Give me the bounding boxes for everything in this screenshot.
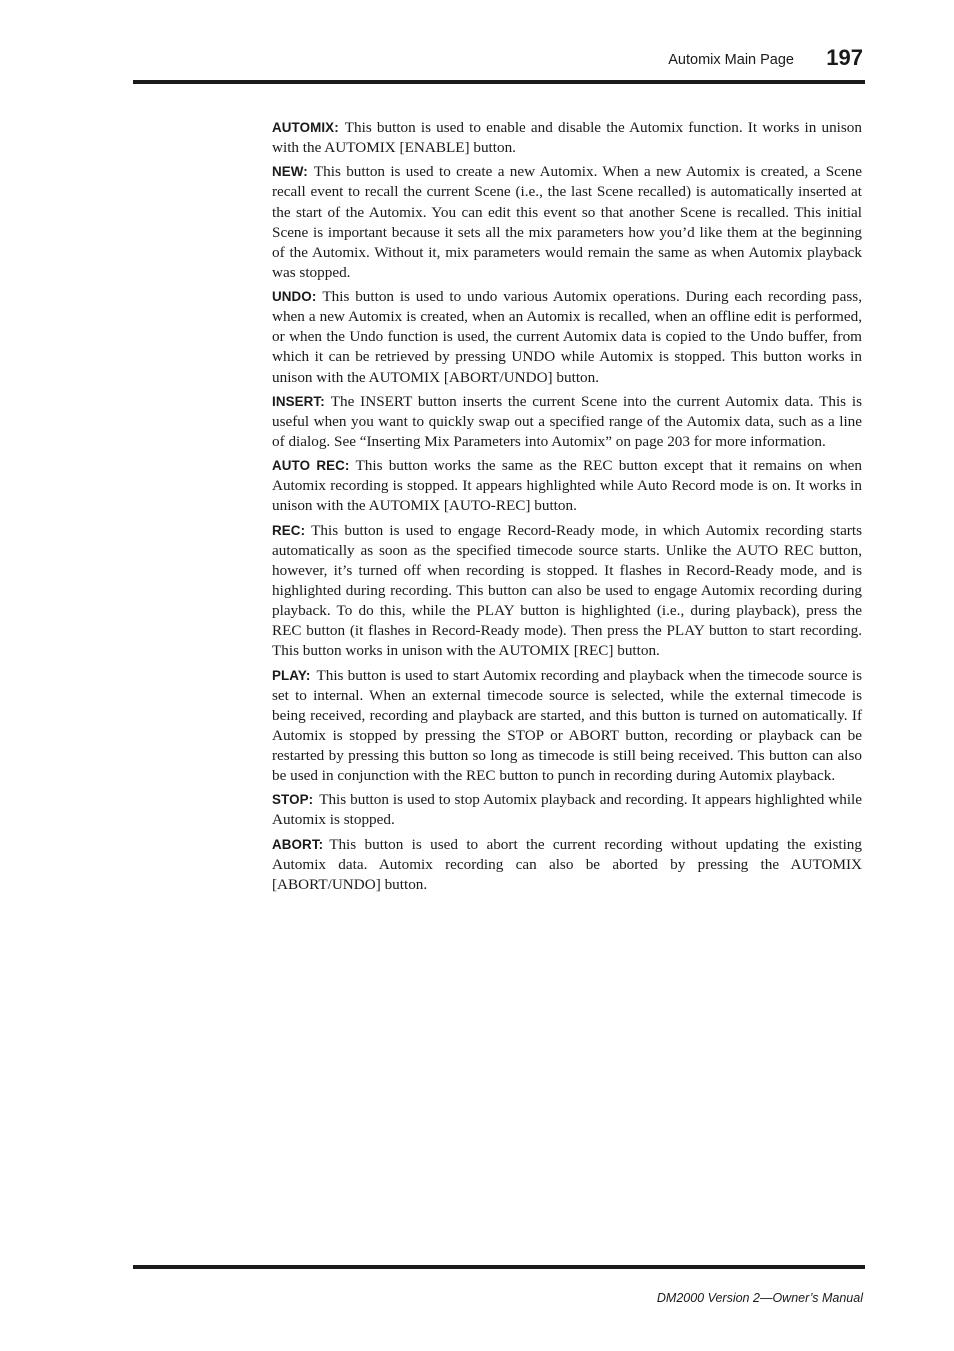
footer-rule xyxy=(133,1265,865,1269)
entry-term: UNDO: xyxy=(272,289,317,305)
entry-term: STOP: xyxy=(272,792,314,808)
entry-term: AUTOMIX: xyxy=(272,120,339,135)
entry-term: PLAY: xyxy=(272,667,311,683)
entry-text: This button is used to start Automix recording and playback when the timecode source is set to internal. When an external timecode source is selected, while the external timecode is being received, recording and playback are started, and this button is turned on automatically. If Automix is stopped by pressing the STOP or ABORT button, recording or playback can be restarted by pressing this button so long as timecode is still being received. This button can also be used in conjunction with the REC button to punch in recording during Automix playback. xyxy=(272,666,862,785)
body-content xyxy=(272,118,862,899)
entry-new xyxy=(272,162,862,283)
entry-text: The INSERT button inserts the current Scene into the current Automix data. This is useful when you want to quickly swap out a specified range of the Automix data, such as a line of dialog. See “Inserting Mix Parameters into Automix” on page 203 for more information. xyxy=(272,392,862,450)
section-title: Automix Main Page xyxy=(668,52,794,68)
entry-term: ABORT: xyxy=(272,836,324,852)
entry-text: This button is used to create a new Automix. When a new Automix is created, a Scene recall event to recall the current Scene (i.e., the last Scene recalled) is automatically inserted at the start of the Automix. You can edit this event so that another Scene is recalled. This initial Scene is important because it sets all the mix parameters how you’d like them at the beginning of the Automix. Without it, mix parameters would remain the same as when Automix playback was stopped. xyxy=(272,163,862,281)
entry-abort xyxy=(272,835,862,895)
entry-text: This button is used to undo various Automix operations. During each recording pass, when a new Automix is created, when an Automix is recalled, when an offline edit is performed, or when the Undo function is used, the current Automix data is copied to the Undo buffer, from which it can be retrieved by pressing UNDO while Automix is stopped. This button works in unison with the AUTOMIX [ABORT/UNDO] button. xyxy=(272,288,862,386)
entry-text: This button is used to stop Automix playback and recording. It appears highlighted while Automix is stopped. xyxy=(272,791,862,829)
page-number: 197 xyxy=(826,45,863,70)
entry-text: This button works the same as the REC button except that it remains on when Automix recording is stopped. It appears highlighted while Auto Record mode is on. It works in unison with the AUTOMIX [AUTO-REC] button. xyxy=(272,457,862,515)
entry-text: This button is used to engage Record-Ready mode, in which Automix recording starts automatically as soon as the specified timecode source starts. Unlike the AUTO REC button, however, it’s turned off when recording is stopped. It flashes in Record-Ready mode, and is highlighted during recording. This button can also be used to engage Automix recording during playback. To do this, while the PLAY button is highlighted (i.e., during playback), press the REC button (it flashes in Record-Ready mode). Then press the PLAY button to start recording. This button works in unison with the AUTOMIX [REC] button. xyxy=(272,521,862,660)
entry-term: AUTO REC: xyxy=(272,458,350,474)
entry-auto-rec xyxy=(272,456,862,516)
entry-term: REC: xyxy=(272,522,306,538)
manual-title: DM2000 Version 2—Owner’s Manual xyxy=(656,1291,863,1305)
entry-rec xyxy=(272,521,862,662)
page-header xyxy=(133,42,865,82)
entry-stop xyxy=(272,790,862,830)
header-rule xyxy=(133,80,865,84)
entry-automix xyxy=(272,118,862,158)
entry-undo xyxy=(272,287,862,387)
entry-term: NEW: xyxy=(272,164,308,180)
entry-play xyxy=(272,666,862,787)
entry-text: This button is used to abort the current recording without updating the existing Automix data. Automix recording can also be aborted by pressing the AUTOMIX [ABORT/UNDO] button. xyxy=(272,835,862,893)
entry-insert xyxy=(272,392,862,452)
entry-term: INSERT: xyxy=(272,393,325,409)
entry-text: This button is used to enable and disable the Automix function. It works in unison with the AUTOMIX [ENABLE] button. xyxy=(272,119,862,157)
